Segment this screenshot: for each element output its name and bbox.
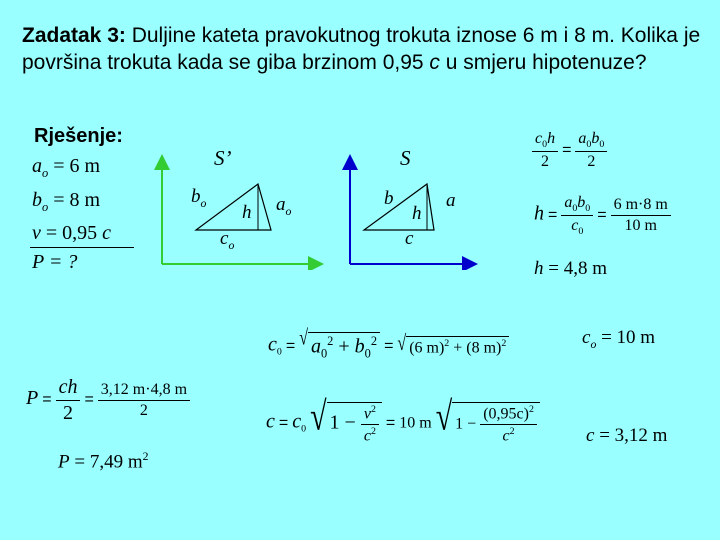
given-a (32, 155, 100, 181)
given-b (32, 189, 100, 215)
given-v-symbol: v (32, 222, 41, 244)
task-label: Zadatak 3: (22, 24, 126, 47)
given-p-symbol: P (32, 251, 44, 273)
given-v-value: = 0,95 (40, 222, 103, 244)
given-a-symbol: a (32, 155, 42, 177)
s-prime-triangle (196, 184, 271, 230)
s-label-c: c (405, 228, 414, 249)
task-text-1: Duljine kateta pravokutnog trokuta iznose 6 m i 8 m. Kolika je površina trokuta kada se giba brzinom 0,95 (22, 24, 701, 74)
hypotenuse-equation: $c_0$ = √ $a_0^2 + b_0^2$ = √ (6 m)$^2$ + (8 m)$^2$ (268, 332, 509, 362)
s-triangle (364, 184, 434, 230)
given-a-value: = 6 m (48, 155, 101, 177)
height-equation: h = $\frac{a_0b_0}{c_0}$ = $\frac{6 m\cdot 8 m}{10 m}$ (534, 194, 671, 237)
area-equality: $\frac{c_0h}{2}$ = $\frac{a_0b_0}{2}$ (532, 130, 607, 171)
given-b-symbol: b (32, 189, 42, 211)
s-prime-label-b: $b_o$ (191, 186, 207, 210)
s-label-a: a (446, 190, 456, 211)
given-a-subscript: o (42, 166, 49, 180)
diagram-s-prime (150, 150, 325, 270)
s-prime-label-c: $c_o$ (220, 228, 235, 252)
height-result: h = 4,8 m (534, 258, 607, 279)
contracted-result: c = 3,12 m (586, 425, 668, 446)
given-b-subscript: o (42, 200, 49, 214)
s-prime-label-a: $a_o$ (276, 194, 292, 218)
given-p-value: = ? (43, 251, 78, 273)
hypotenuse-result: $c_o = 10$ m (582, 327, 656, 351)
given-p (32, 251, 77, 274)
given-b-value: = 8 m (48, 189, 101, 211)
task-text-2: u smjeru hipotenuze? (439, 51, 647, 74)
area-result: P = 7,49 $m^2$ (58, 450, 149, 473)
task-statement (22, 22, 712, 76)
s-prime-label-h: h (242, 202, 252, 223)
s-prime-frame-label: S’ (214, 146, 232, 170)
s-label-b: b (384, 188, 394, 209)
given-v (32, 222, 111, 245)
given-separator (30, 247, 134, 248)
s-frame-label: S (400, 146, 411, 170)
s-label-h: h (412, 203, 422, 224)
given-v-unit: c (102, 222, 112, 244)
solution-heading: Rješenje: (34, 125, 123, 147)
task-text-italic: c (429, 51, 440, 74)
area-equation: P = $\frac{ch}{2}$ = $\frac{3,12 m\cdot 4,8 m}{2}$ (26, 376, 190, 425)
contraction-equation: $c = c_0$ √ 1 − $\frac{v^2}{c^2}$ = 10 m √ 1 − $\frac{(0,95c)^2}{c^2}$ (266, 402, 540, 446)
